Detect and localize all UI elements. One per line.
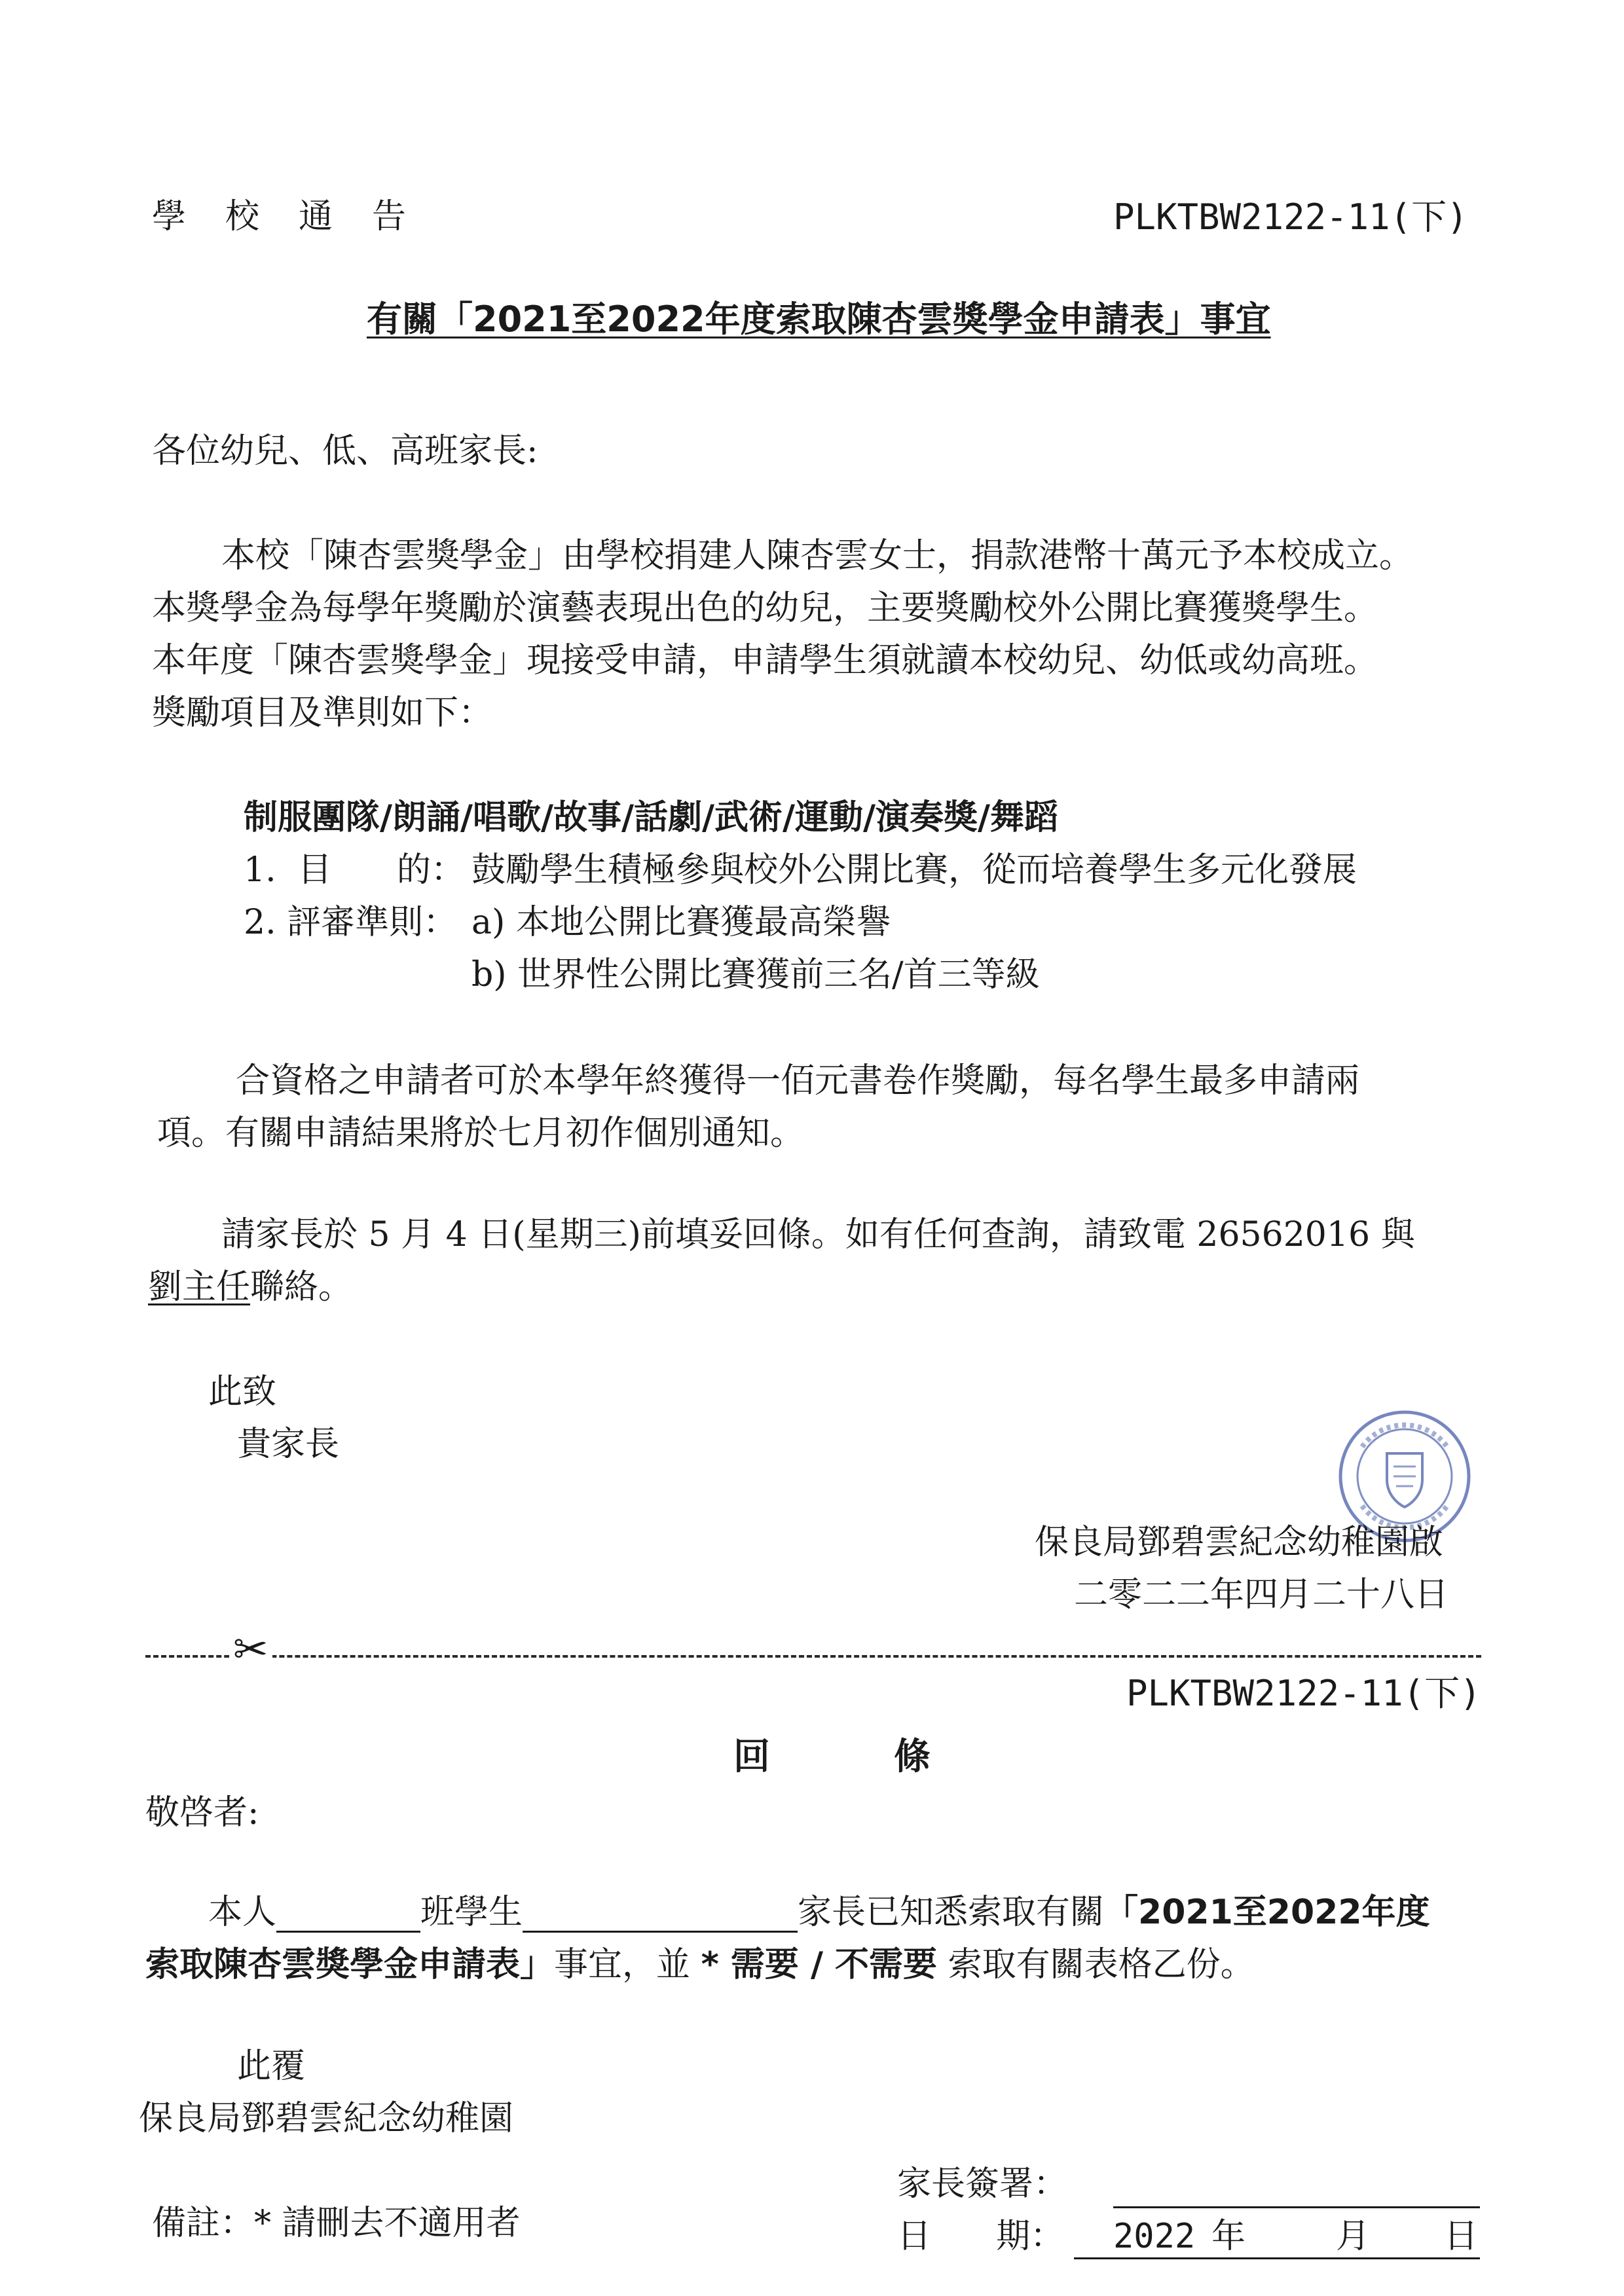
criteria-item-2a: a) 本地公開比賽獲最高榮譽	[471, 903, 891, 942]
date-year-unit: 年	[1211, 2217, 1246, 2256]
reward-line-2: 項。有關申請結果將於七月初作個別通知。	[157, 1114, 805, 1153]
criteria-item-2b: b) 世界性公開比賽獲前三名/首三等級	[471, 955, 1040, 994]
reply-bold-1: 「2021至2022年度	[1104, 1893, 1430, 1932]
parent-signature-field[interactable]	[1113, 2206, 1480, 2208]
closing-line-2: 貴家長	[237, 1425, 340, 1464]
date-year: 2022	[1113, 2217, 1196, 2256]
signature-date: 二零二二年四月二十八日	[1074, 1575, 1449, 1614]
criteria-item-2-label: 2. 評審準則：	[244, 903, 458, 942]
reply-greeting: 敬啓者:	[145, 1793, 259, 1832]
parent-signature-label: 家長簽署：	[897, 2164, 1068, 2204]
date-month-unit: 月	[1336, 2217, 1371, 2256]
date-label: 日 期：	[897, 2217, 1065, 2256]
contact-line-1: 請家長於 5 月 4 日(星期三)前填妥回條。如有任何查詢，請致電 26562016 與	[221, 1215, 1415, 1254]
intro-line-1: 本校「陳杏雲獎學金」由學校捐建人陳杏雲女士，捐款港幣十萬元予本校成立。	[221, 536, 1414, 575]
reply-parent-text: 家長已知悉索取有關	[798, 1893, 1105, 1932]
reply-mid: 事宜，並	[554, 1945, 691, 1984]
award-categories: 制服團隊/朗誦/唱歌/故事/話劇/武術/運動/演奏獎/舞蹈	[244, 798, 1058, 837]
reply-choice[interactable]: * 需要 / 不需要	[701, 1945, 938, 1984]
contact-person: 劉主任	[148, 1267, 251, 1307]
intro-line-3: 本年度「陳杏雲獎學金」現接受申請，申請學生須就讀本校幼兒、幼低或幼高班。	[152, 641, 1378, 680]
reply-paragraph-line-1	[208, 1892, 1430, 1933]
reply-school: 保良局鄧碧雲紀念幼稚園	[139, 2099, 514, 2138]
reply-ref-code: PLKTBW2122-11(下)	[1126, 1673, 1481, 1714]
contact-line-2	[148, 1267, 352, 1307]
student-name-field[interactable]	[523, 1897, 798, 1933]
intro-line-2: 本獎學金為每學年獎勵於演藝表現出色的幼兒，主要獎勵校外公開比賽獲獎學生。	[152, 589, 1378, 628]
reply-end: 索取有關表格乙份。	[948, 1945, 1255, 1984]
reply-self: 本人	[208, 1893, 277, 1932]
date-field[interactable]	[1074, 2257, 1480, 2259]
reply-class-label: 班學生	[420, 1893, 523, 1932]
remark: 備註：* 請刪去不適用者	[152, 2204, 521, 2243]
cut-line	[145, 1655, 1481, 1658]
reply-paragraph-line-2	[145, 1944, 1255, 1985]
criteria-item-1-text: 鼓勵學生積極參與校外公開比賽，從而培養學生多元化發展	[471, 850, 1357, 890]
notice-ref-code: PLKTBW2122-11(下)	[1113, 196, 1468, 238]
notice-label: 學校通告	[152, 197, 446, 236]
reply-title: 回 條	[733, 1736, 963, 1778]
signature-org: 保良局鄧碧雲紀念幼稚園啟	[1035, 1523, 1444, 1562]
date-day-unit: 日	[1444, 2217, 1479, 2256]
notice-title: 有關「2021至2022年度索取陳杏雲獎學金申請表」事宜	[367, 299, 1271, 340]
reply-bold-2: 索取陳杏雲獎學金申請表」	[145, 1945, 555, 1984]
closing-line-1: 此致	[208, 1372, 277, 1412]
contact-line-2-rest: 聯絡。	[250, 1267, 353, 1307]
reply-close: 此覆	[237, 2047, 306, 2086]
scissors-icon: ✂	[229, 1629, 272, 1671]
salutation: 各位幼兒、低、高班家長:	[152, 431, 538, 471]
class-field[interactable]	[276, 1897, 420, 1933]
criteria-item-1-label: 1. 目 的：	[244, 850, 465, 890]
reward-line-1: 合資格之申請者可於本學年終獲得一佰元書卷作獎勵，每名學生最多申請兩	[236, 1061, 1360, 1101]
intro-line-4: 獎勵項目及準則如下：	[152, 693, 493, 733]
